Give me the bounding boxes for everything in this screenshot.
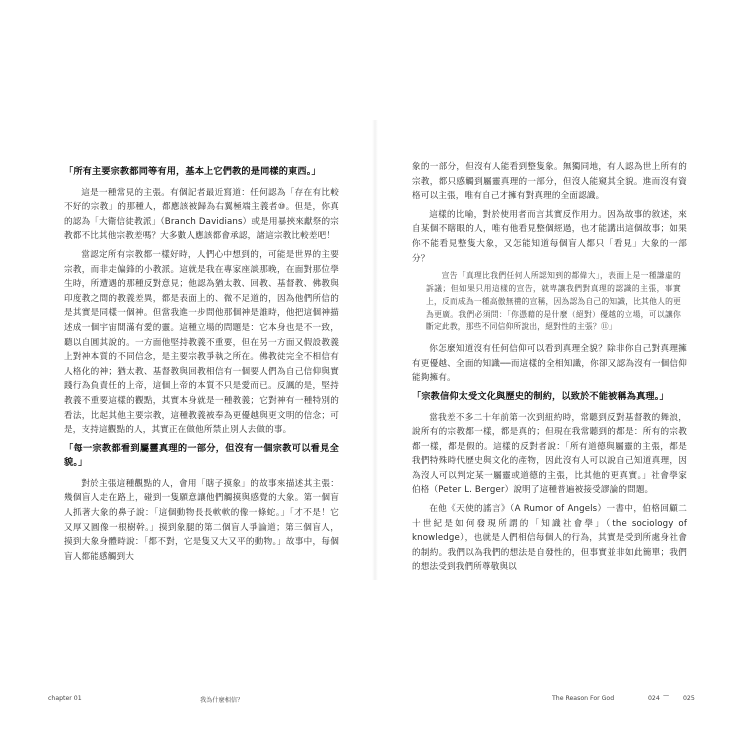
paragraph: 對於主張這種觀點的人，會用「瞎子摸象」的故事來描述其主張：幾個盲人走在路上，碰到一隻願意讓他們觸摸與感覺的大象。第一個盲人抓著大象的鼻子說：「這個動物長長軟軟的像一條蛇。」「才不是！它又厚又圓像一根樹幹。」摸到象腿的第二個盲人爭論道；第三個盲人，摸到大象身體時說：「都不對，它是隻又大又平的動物。」故事中，每個盲人都能感觸到大 <box>64 478 339 562</box>
page-number-separator: — <box>663 692 670 699</box>
paragraph: 在他《天使的謠言》（A Rumor of Angels）一書中，伯格回顧二十世紀是如何發現所謂的「知識社會學」（the sociology of knowledge），也就是人們相信每個人的行為，其實是受到所處身社會的制約。我們以為我們的想法是自發性的，但事實並非如此簡單；我們的想法受到我們所尊敬與以 <box>412 504 687 573</box>
paragraph: 象的一部分，但沒有人能看到整隻象。無獨同地，有人認為世上所有的宗教，都只感觸到屬靈真理的一部分，但沒人能窺其全貌。進而沒有資格可以主張，唯有自己才擁有對真理的全面認識。 <box>412 162 687 202</box>
section-heading: 「宗教信仰太受文化與歷史的制約，以致於不能被稱為真理。」 <box>412 390 669 402</box>
page-number-right: 025 <box>683 695 695 702</box>
book-title: 我為什麼相信？ <box>200 697 244 704</box>
english-title: The Reason For God <box>552 695 615 702</box>
paragraph: 當認定所有宗教都一樣好時，人們心中想到的，可能是世界的主要宗教，而非走偏鋒的小教派。這就是我在專家座談那晚，在面對那位學生時，所遭遇的那種反對意見；他認為猶太教、回教、基督教、佛教與印度教之間的教義差異，都是表面上的、微不足道的，因為他們所信的是其實是同樣一個神。但當我進一步問他那個神是誰時，他把這個神描述成一個宇宙間滿有愛的靈。這種立場的問題是：它本身也是不一致，聽以自圓其說的。一方面他堅持教義不重要，但在另一方面又假設教義上對神本質的不同信念，是主要宗教爭執之所在。佛教徒完全不相信有人格化的神；猶太教、基督教與回教相信有一個要人們為自己信仰與實踐行為負責任的上帝，這個上帝的本質不只是愛而已。反諷的是，堅持教義不重要這樣的觀點，其實本身就是一種教義；它對神有一種特別的看法，比起其他主要宗教，這種教義被奉為更優越與更文明的信念；可是，支持這觀點的人，其實正在做他所禁止別人去做的事。 <box>64 249 339 436</box>
paragraph: 你怎麼知道沒有任何信仰可以看到真理全貌？除非你自己對真理擁有更優越、全面的知識──而這樣的全相知識，你卻又認為沒有一個信仰能夠擁有。 <box>412 344 687 384</box>
left-page-body <box>64 162 339 568</box>
paragraph: 當我差不多二十年前第一次到紐約時，常聽到反對基督教的舞浪，說所有的宗教都一樣，都是真的；但現在我常聽到的都是：所有的宗教都一樣，都是假的。這樣的反對者說：「所有道德與屬靈的主張，都是我們特殊時代歷史與文化的產物，因此沒有人可以說自己知道真理，因為沒人可以判定某一屬靈或道德的主張，比其他的更真實。」社會學家伯格（Peter L. Berger）說明了這種普遍被接受謬論的問題。 <box>412 412 687 496</box>
paragraph: 這是一種常見的主張。有個記者最近寫道：任何認為「存在有比較不好的宗教」的那種人，都應該被歸為右翼極端主義者⑩。但是，你真的認為「大衛信徒教派」（Branch Davidians）或是用暴挾來獻祭的宗教都不比其他宗教差嗎？大多數人應該都會承認，諸這宗教比較差吧！ <box>64 187 339 242</box>
page-number-left: 024 <box>648 695 660 702</box>
section-heading: 「所有主要宗教都同等有用，基本上它們教的是同樣的東西。」 <box>64 166 321 177</box>
chapter-label: chapter 01 <box>48 695 82 702</box>
right-page-body <box>412 160 687 579</box>
block-quote: 宣告「真理比我們任何人所認知到的都偉大」，表面上是一種謙虛的訴議；但如果只用這樣的宣告，就卑讓我們對真理的認識的主張，事實上，反而成為一種高傲無禮的宣稱，因為認為自己的知識，比其他人的更為更廣。我們必須問：「你憑藉的是什麼（絕對）優越的立場，可以讓你斷定此教，那些不同信仰所說出，絕對性的主張？⑪」 <box>426 271 681 332</box>
section-heading: 「每一宗教都看到屬靈真理的一部分，但沒有一個宗教可以看見全貌。」 <box>64 442 339 469</box>
paragraph: 這樣的比喻，對於使用者而言其實反作用力。因為故事的敘述，來自某個不瞎眼的人，唯有他看見整個經過，也才能講出這個故事；如果你不能看見整隻大象，又怎能知道每個盲人都只「看見」大象的一部分？ <box>412 209 687 264</box>
